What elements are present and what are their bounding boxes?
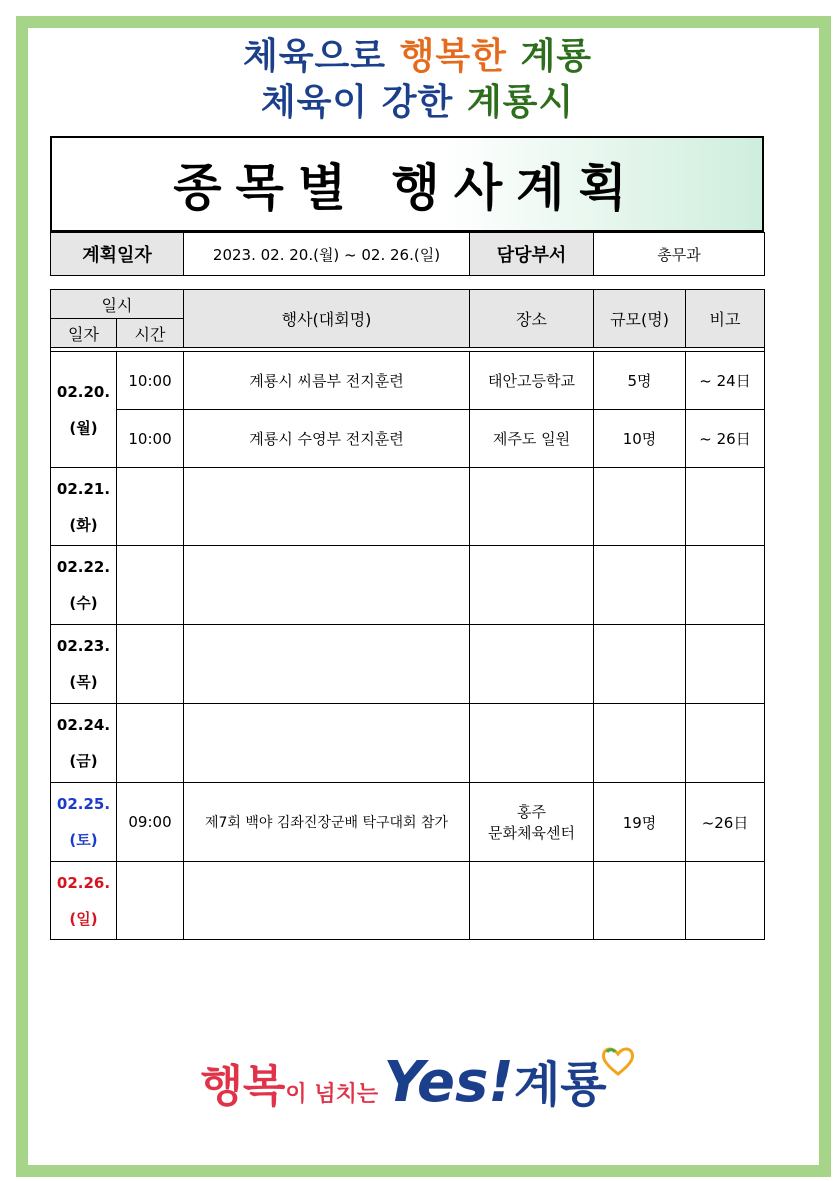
header-event: 행사(대회명) [184,290,470,348]
dept-value: 총무과 [594,233,765,276]
slogan-word: 계룡 [520,36,593,77]
scale-cell: 19명 [594,783,686,862]
date-cell [51,625,117,704]
heart-icon [601,1046,635,1076]
date-cell [51,783,117,862]
dow-text: (수) [69,594,98,612]
event-cell: 계룡시 씨름부 전지훈련 [184,352,470,410]
scale-cell: 5명 [594,352,686,410]
event-table [50,289,765,940]
dow-text: (일) [69,909,98,928]
period-label: 계획일자 [51,233,184,276]
place-cell: 태안고등학교 [470,352,594,410]
time-cell [117,704,184,783]
note-cell: ~ 26日 [686,410,765,468]
date-text: 02.20. [56,382,111,401]
note-cell [686,468,765,546]
date-text: 02.22. [56,558,111,576]
scale-cell [594,704,686,783]
event-cell [184,704,470,783]
event-cell [184,625,470,704]
dept-label: 담당부서 [470,233,594,276]
place-cell [470,783,594,862]
date-cell [51,704,117,783]
header-scale: 규모(명) [594,290,686,348]
place-cell [470,704,594,783]
event-cell [184,468,470,546]
title-box [50,136,764,232]
note-cell: ~26日 [686,783,765,862]
event-cell: 제7회 백야 김좌진장군배 탁구대회 참가 [184,783,470,862]
date-text: 02.26. [56,873,111,892]
date-cell [51,352,117,468]
place-cell: 제주도 일원 [470,410,594,468]
dow-text: (금) [69,752,98,770]
place-cell [470,468,594,546]
place-cell [470,625,594,704]
slogan-word: 행복한 [399,36,507,77]
time-cell [117,862,184,940]
scale-cell [594,546,686,625]
date-cell [51,546,117,625]
dow-text: (목) [69,673,98,691]
dow-text: (화) [69,515,98,534]
scale-cell [594,862,686,940]
dow-text: (월) [69,418,98,437]
footer-word: Yes! [383,1050,514,1115]
time-cell: 10:00 [117,352,184,410]
note-cell [686,862,765,940]
time-cell: 09:00 [117,783,184,862]
time-cell: 10:00 [117,410,184,468]
header-date: 일자 [51,319,117,348]
header-note: 비고 [686,290,765,348]
period-value: 2023. 02. 20.(월) ~ 02. 26.(일) [184,233,470,276]
header-time: 시간 [117,319,184,348]
time-cell [117,546,184,625]
note-cell: ~ 24日 [686,352,765,410]
slogan-line-1 [0,28,835,79]
footer-word: 행복 [200,1061,286,1112]
dow-text: (토) [69,831,98,849]
footer-word: 이 넘치는 [285,1082,379,1107]
footer-logo [0,1046,835,1115]
event-cell: 계룡시 수영부 전지훈련 [184,410,470,468]
note-cell [686,546,765,625]
time-cell [117,468,184,546]
date-text: 02.24. [56,716,111,734]
slogan-word: 계룡시 [466,82,575,123]
scale-cell: 10명 [594,410,686,468]
note-cell [686,625,765,704]
date-cell [51,862,117,940]
header-datetime: 일시 [51,290,184,319]
place-cell [470,862,594,940]
date-text: 02.21. [56,479,111,498]
header-place: 장소 [470,290,594,348]
scale-cell [594,468,686,546]
place-cell [470,546,594,625]
footer-word: 계룡 [513,1057,607,1113]
event-cell [184,546,470,625]
place-line: 문화체육센터 [488,824,575,842]
scale-cell [594,625,686,704]
place-line: 홍주 [517,803,546,821]
slogan-word: 체육으로 [242,36,387,77]
event-cell [184,862,470,940]
date-cell [51,468,117,546]
page-title: 종목별 행사계획 [173,159,641,217]
slogan-word: 체육이 [260,82,369,123]
date-text: 02.25. [56,795,111,813]
date-text: 02.23. [56,637,111,655]
info-table [50,232,765,276]
note-cell [686,704,765,783]
slogan-line-2 [0,74,835,125]
slogan-word: 강한 [381,82,454,123]
time-cell [117,625,184,704]
